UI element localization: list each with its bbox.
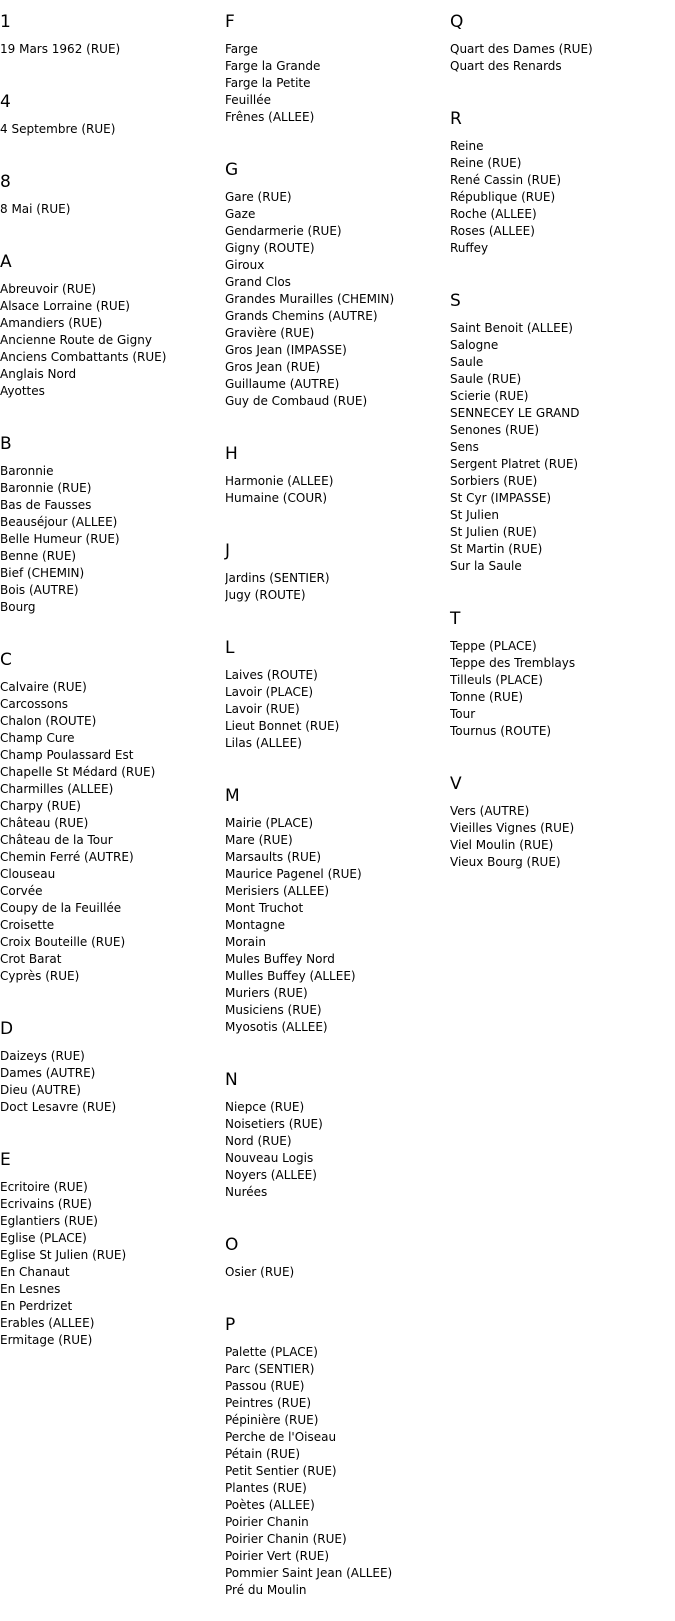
- street-name: Vers (AUTRE): [450, 804, 530, 818]
- section-spacer: [0, 138, 225, 160]
- street-name: Niepce (RUE): [225, 1100, 305, 1114]
- street-name: Noyers (ALLEE): [225, 1168, 317, 1182]
- letter-section: [225, 540, 450, 626]
- street-name: Muriers (RUE): [225, 986, 308, 1000]
- street-name: Bas de Fausses: [0, 498, 92, 512]
- section-spacer: [450, 257, 675, 279]
- street-list: [0, 1048, 225, 1116]
- street-list: [450, 638, 675, 740]
- street-list: [225, 667, 450, 752]
- street-name: Musiciens (RUE): [225, 1003, 322, 1017]
- column-2: [225, 0, 450, 1621]
- section-spacer: [225, 410, 450, 432]
- letter-heading: M: [225, 786, 240, 806]
- street-name: Marsaults (RUE): [225, 850, 322, 864]
- street-name: Crot Barat: [0, 952, 62, 966]
- street-name: Cyprès (RUE): [0, 969, 80, 983]
- street-name: Corvée: [0, 884, 43, 898]
- street-name: Saule (RUE): [450, 372, 522, 386]
- section-spacer: [0, 218, 225, 240]
- street-name: Giroux: [225, 258, 265, 272]
- letter-heading: V: [450, 774, 462, 794]
- street-name: En Lesnes: [0, 1282, 61, 1296]
- street-name: Gare (RUE): [225, 190, 292, 204]
- letter-section: [225, 637, 450, 774]
- street-name: Palette (PLACE): [225, 1345, 318, 1359]
- street-name: Anglais Nord: [0, 367, 77, 381]
- letter-heading: G: [225, 160, 239, 180]
- street-name: Noisetiers (RUE): [225, 1117, 323, 1131]
- street-name: Mairie (PLACE): [225, 816, 314, 830]
- letter-section: [450, 108, 675, 279]
- street-list: [0, 281, 225, 400]
- street-name: Myosotis (ALLEE): [225, 1020, 328, 1034]
- letter-section: [225, 159, 450, 432]
- street-name: Teppe des Tremblays: [450, 656, 576, 670]
- street-name: Jugy (ROUTE): [225, 588, 306, 602]
- street-list: [450, 803, 675, 871]
- street-name: Saule: [450, 355, 484, 369]
- street-name: Daizeys (RUE): [0, 1049, 85, 1063]
- section-spacer: [225, 752, 450, 774]
- letter-heading: J: [225, 541, 231, 561]
- letter-section: [225, 1234, 450, 1303]
- street-name: Bourg: [0, 600, 36, 614]
- street-name: Pré du Moulin: [225, 1583, 307, 1597]
- street-name: Grands Chemins (AUTRE): [225, 309, 378, 323]
- street-list: [225, 1344, 450, 1599]
- street-name: Senones (RUE): [450, 423, 540, 437]
- street-name: Petit Sentier (RUE): [225, 1464, 337, 1478]
- street-name: Beauséjour (ALLEE): [0, 515, 118, 529]
- street-name: 4 Septembre (RUE): [0, 122, 116, 136]
- street-name: Croisette: [0, 918, 55, 932]
- street-list: [0, 1179, 225, 1349]
- street-name: Poirier Vert (RUE): [225, 1549, 330, 1563]
- street-name: Tournus (ROUTE): [450, 724, 552, 738]
- street-name: SENNECEY LE GRAND: [450, 406, 580, 420]
- street-list: [225, 570, 450, 604]
- street-name: Poirier Chanin: [225, 1515, 309, 1529]
- street-name: En Chanaut: [0, 1265, 70, 1279]
- street-name: Harmonie (ALLEE): [225, 474, 334, 488]
- street-name: Lieut Bonnet (RUE): [225, 719, 340, 733]
- street-name: Gaze: [225, 207, 256, 221]
- street-name: Dieu (AUTRE): [0, 1083, 81, 1097]
- street-name: Quart des Dames (RUE): [450, 42, 593, 56]
- street-name: Feuillée: [225, 93, 272, 107]
- letter-heading: R: [450, 109, 462, 129]
- letter-section: [0, 1149, 225, 1371]
- letter-section: [0, 649, 225, 1007]
- street-name: Mont Truchot: [225, 901, 304, 915]
- street-list: [225, 41, 450, 126]
- section-spacer: [0, 616, 225, 638]
- section-spacer: [0, 58, 225, 80]
- street-name: René Cassin (RUE): [450, 173, 562, 187]
- section-spacer: [450, 75, 675, 97]
- letter-section: [0, 251, 225, 422]
- letter-section: [0, 91, 225, 160]
- street-name: Coupy de la Feuillée: [0, 901, 122, 915]
- street-list: [0, 41, 225, 58]
- column-1: [0, 0, 225, 1371]
- street-name: Doct Lesavre (RUE): [0, 1100, 117, 1114]
- street-name: Lilas (ALLEE): [225, 736, 302, 750]
- letter-section: [225, 443, 450, 529]
- letter-heading: T: [450, 609, 461, 629]
- street-name: Gros Jean (IMPASSE): [225, 343, 347, 357]
- street-name: Vieux Bourg (RUE): [450, 855, 561, 869]
- letter-section: [0, 433, 225, 638]
- letter-heading: A: [0, 252, 12, 272]
- letter-heading: N: [225, 1070, 238, 1090]
- street-list: [225, 473, 450, 507]
- street-name: Château (RUE): [0, 816, 89, 830]
- street-name: St Cyr (IMPASSE): [450, 491, 552, 505]
- street-name: Peintres (RUE): [225, 1396, 312, 1410]
- street-list: [450, 41, 675, 75]
- street-name: Humaine (COUR): [225, 491, 328, 505]
- street-list: [225, 189, 450, 410]
- street-name: Passou (RUE): [225, 1379, 305, 1393]
- letter-section: [225, 785, 450, 1058]
- street-name: Pétain (RUE): [225, 1447, 301, 1461]
- street-name: Frênes (ALLEE): [225, 110, 315, 124]
- column-3: [450, 0, 675, 893]
- street-name: Scierie (RUE): [450, 389, 529, 403]
- letter-section: [225, 1314, 450, 1621]
- letter-heading: E: [0, 1150, 11, 1170]
- street-name: Charpy (RUE): [0, 799, 81, 813]
- street-name: Saint Benoit (ALLEE): [450, 321, 573, 335]
- street-list: [225, 1264, 450, 1281]
- section-spacer: [225, 507, 450, 529]
- street-list: [0, 201, 225, 218]
- street-name: Maurice Pagenel (RUE): [225, 867, 362, 881]
- street-name: Erables (ALLEE): [0, 1316, 95, 1330]
- street-name: Teppe (PLACE): [450, 639, 537, 653]
- street-name: Guillaume (AUTRE): [225, 377, 340, 391]
- section-spacer: [225, 1201, 450, 1223]
- street-list: [225, 1099, 450, 1201]
- street-name: Jardins (SENTIER): [225, 571, 330, 585]
- letter-section: [450, 11, 675, 97]
- street-name: Mules Buffey Nord: [225, 952, 335, 966]
- street-name: Belle Humeur (RUE): [0, 532, 120, 546]
- street-name: Calvaire (RUE): [0, 680, 87, 694]
- street-name: Roche (ALLEE): [450, 207, 537, 221]
- street-name: Lavoir (PLACE): [225, 685, 314, 699]
- street-name: Morain: [225, 935, 266, 949]
- street-name: Perche de l'Oiseau: [225, 1430, 337, 1444]
- street-name: Lavoir (RUE): [225, 702, 300, 716]
- street-name: Ancienne Route de Gigny: [0, 333, 152, 347]
- section-spacer: [225, 1599, 450, 1621]
- section-spacer: [450, 871, 675, 893]
- street-name: Abreuvoir (RUE): [0, 282, 97, 296]
- letter-section: [225, 1069, 450, 1223]
- street-name: Merisiers (ALLEE): [225, 884, 330, 898]
- street-name: Gigny (ROUTE): [225, 241, 315, 255]
- street-name: Benne (RUE): [0, 549, 77, 563]
- section-spacer: [0, 400, 225, 422]
- letter-section: [225, 11, 450, 148]
- street-name: 8 Mai (RUE): [0, 202, 71, 216]
- letter-heading: S: [450, 291, 461, 311]
- street-name: Nord (RUE): [225, 1134, 292, 1148]
- section-spacer: [0, 985, 225, 1007]
- letter-heading: F: [225, 12, 235, 32]
- street-name: Poirier Chanin (RUE): [225, 1532, 347, 1546]
- letter-heading: C: [0, 650, 12, 670]
- street-name: Sur la Saule: [450, 559, 522, 573]
- section-spacer: [0, 1349, 225, 1371]
- street-list: [225, 815, 450, 1036]
- street-name: Pépinière (RUE): [225, 1413, 319, 1427]
- street-name: Mulles Buffey (ALLEE): [225, 969, 356, 983]
- letter-heading: O: [225, 1235, 239, 1255]
- street-name: Alsace Lorraine (RUE): [0, 299, 130, 313]
- letter-section: [0, 1018, 225, 1138]
- street-name: Château de la Tour: [0, 833, 113, 847]
- section-spacer: [450, 575, 675, 597]
- street-name: Ecrivains (RUE): [0, 1197, 92, 1211]
- section-spacer: [0, 1116, 225, 1138]
- section-spacer: [450, 740, 675, 762]
- street-name: Bief (CHEMIN): [0, 566, 85, 580]
- street-name: Roses (ALLEE): [450, 224, 535, 238]
- street-name: Eglantiers (RUE): [0, 1214, 98, 1228]
- street-name: St Julien (RUE): [450, 525, 537, 539]
- street-name: Champ Cure: [0, 731, 75, 745]
- letter-heading: 1: [0, 12, 11, 32]
- street-name: Quart des Renards: [450, 59, 562, 73]
- street-name: Salogne: [450, 338, 499, 352]
- street-list: [450, 320, 675, 575]
- street-name: Croix Bouteille (RUE): [0, 935, 126, 949]
- section-spacer: [225, 1281, 450, 1303]
- letter-heading: B: [0, 434, 12, 454]
- letter-heading: 4: [0, 92, 11, 112]
- street-name: Osier (RUE): [225, 1265, 295, 1279]
- street-name: Farge: [225, 42, 258, 56]
- street-name: Anciens Combattants (RUE): [0, 350, 167, 364]
- street-name: Reine: [450, 139, 484, 153]
- street-name: St Julien: [450, 508, 499, 522]
- street-name: Charmilles (ALLEE): [0, 782, 114, 796]
- street-name: Reine (RUE): [450, 156, 522, 170]
- letter-heading: L: [225, 638, 235, 658]
- letter-section: [0, 11, 225, 80]
- street-name: Poètes (ALLEE): [225, 1498, 315, 1512]
- street-name: Grandes Murailles (CHEMIN): [225, 292, 395, 306]
- street-name: Sens: [450, 440, 479, 454]
- street-list: [0, 679, 225, 985]
- letter-heading: Q: [450, 12, 464, 32]
- street-name: Pommier Saint Jean (ALLEE): [225, 1566, 393, 1580]
- street-name: Tonne (RUE): [450, 690, 524, 704]
- letter-heading: D: [0, 1019, 14, 1039]
- street-name: Clouseau: [0, 867, 56, 881]
- street-name: Chemin Ferré (AUTRE): [0, 850, 134, 864]
- street-list: [0, 121, 225, 138]
- street-name: Mare (RUE): [225, 833, 293, 847]
- street-name: Nurées: [225, 1185, 268, 1199]
- letter-heading: P: [225, 1315, 236, 1335]
- street-name: 19 Mars 1962 (RUE): [0, 42, 121, 56]
- street-name: Chalon (ROUTE): [0, 714, 97, 728]
- street-name: Farge la Grande: [225, 59, 321, 73]
- street-name: Nouveau Logis: [225, 1151, 314, 1165]
- section-spacer: [225, 604, 450, 626]
- street-name: Carcossons: [0, 697, 69, 711]
- street-name: Guy de Combaud (RUE): [225, 394, 368, 408]
- street-name: Ermitage (RUE): [0, 1333, 93, 1347]
- section-spacer: [225, 126, 450, 148]
- street-name: Ruffey: [450, 241, 489, 255]
- street-name: Bois (AUTRE): [0, 583, 79, 597]
- street-name: Sergent Platret (RUE): [450, 457, 579, 471]
- street-name: Tour: [450, 707, 476, 721]
- street-list: [450, 138, 675, 257]
- street-name: Amandiers (RUE): [0, 316, 103, 330]
- street-name: St Martin (RUE): [450, 542, 543, 556]
- street-name: Ecritoire (RUE): [0, 1180, 88, 1194]
- street-name: Parc (SENTIER): [225, 1362, 315, 1376]
- letter-heading: H: [225, 444, 238, 464]
- street-name: Gravière (RUE): [225, 326, 315, 340]
- street-name: Plantes (RUE): [225, 1481, 307, 1495]
- letter-section: [0, 171, 225, 240]
- letter-section: [450, 608, 675, 762]
- street-name: Farge la Petite: [225, 76, 311, 90]
- street-name: Dames (AUTRE): [0, 1066, 96, 1080]
- street-name: Champ Poulassard Est: [0, 748, 134, 762]
- street-name: Baronnie: [0, 464, 54, 478]
- street-name: Eglise St Julien (RUE): [0, 1248, 127, 1262]
- street-name: Grand Clos: [225, 275, 291, 289]
- street-list: [0, 463, 225, 616]
- street-name: Montagne: [225, 918, 285, 932]
- street-name: Ayottes: [0, 384, 45, 398]
- street-name: Vieilles Vignes (RUE): [450, 821, 575, 835]
- street-name: Baronnie (RUE): [0, 481, 92, 495]
- street-name: Sorbiers (RUE): [450, 474, 538, 488]
- street-name: Gros Jean (RUE): [225, 360, 321, 374]
- letter-heading: 8: [0, 172, 11, 192]
- street-name: Chapelle St Médard (RUE): [0, 765, 156, 779]
- letter-section: [450, 773, 675, 893]
- street-name: Viel Moulin (RUE): [450, 838, 554, 852]
- section-spacer: [225, 1036, 450, 1058]
- street-name: Eglise (PLACE): [0, 1231, 87, 1245]
- street-name: République (RUE): [450, 190, 556, 204]
- street-name: Tilleuls (PLACE): [450, 673, 543, 687]
- street-name: Gendarmerie (RUE): [225, 224, 342, 238]
- letter-section: [450, 290, 675, 597]
- street-name: En Perdrizet: [0, 1299, 73, 1313]
- street-name: Laives (ROUTE): [225, 668, 318, 682]
